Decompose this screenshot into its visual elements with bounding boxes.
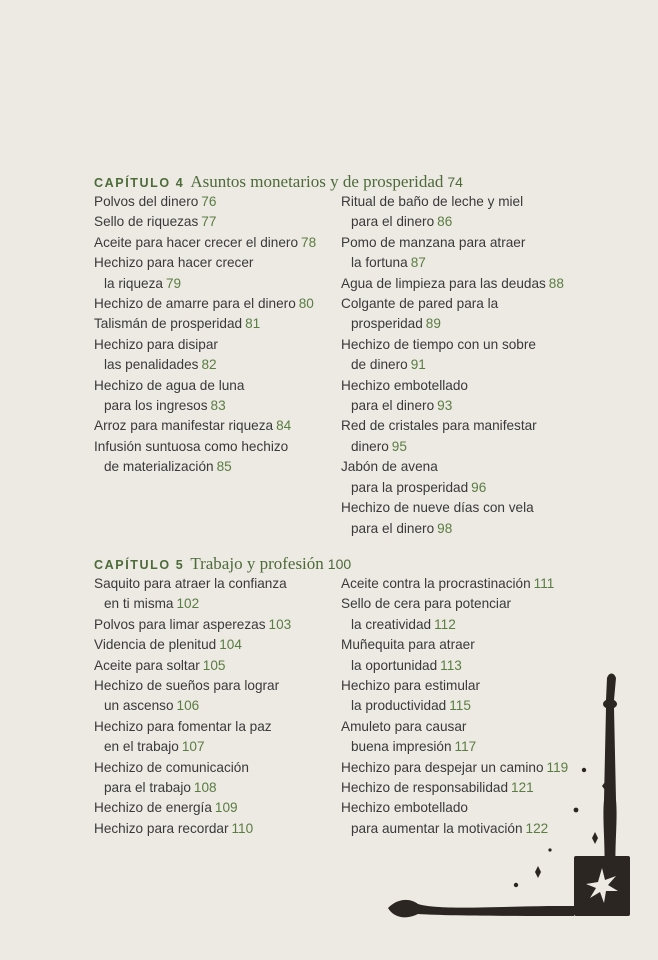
toc-entry-title: Videncia de plenitud	[94, 637, 217, 653]
toc-entry-line	[341, 615, 591, 635]
toc-entry-line	[94, 192, 344, 212]
toc-entry-line	[94, 376, 344, 396]
toc-entry-title: Hechizo para disipar	[94, 336, 218, 352]
toc-page-number: 85	[216, 459, 232, 475]
toc-entry-title: para el dinero	[351, 520, 435, 536]
toc-page-number: 105	[202, 657, 226, 673]
ornament-base	[388, 900, 574, 917]
toc-page-number: 103	[268, 616, 292, 632]
toc-page-number: 87	[410, 255, 426, 271]
chapter-label: CAPÍTULO 5	[94, 558, 185, 572]
toc-entry	[94, 192, 344, 212]
toc-entry-title: Muñequita para atraer	[341, 637, 475, 653]
toc-entry-title: Hechizo de energía	[94, 800, 212, 816]
toc-entry-line	[341, 253, 591, 273]
toc-page-number: 78	[301, 234, 317, 250]
toc-entry-line	[94, 416, 344, 436]
toc-entry-line	[94, 314, 344, 334]
toc-entry-line	[341, 396, 591, 416]
toc-entry-line	[94, 294, 344, 314]
toc-entry-line	[94, 758, 344, 778]
sparkle-icon	[592, 832, 598, 844]
toc-entry-line	[341, 519, 591, 539]
toc-entry-line	[341, 635, 591, 655]
toc-entry-line	[341, 274, 591, 294]
toc-page-number: 115	[449, 698, 471, 714]
toc-entry-title: Hechizo de amarre para el dinero	[94, 296, 296, 312]
chapter-4-left-column	[94, 192, 344, 478]
toc-entry-title: Infusión suntuosa como hechizo	[94, 438, 289, 454]
toc-entry-title: Hechizo para despejar un camino	[341, 759, 544, 775]
toc-page-number: 82	[201, 357, 217, 373]
toc-entry-title: prosperidad	[351, 316, 423, 332]
toc-page-number: 121	[511, 780, 534, 796]
toc-page-number: 119	[546, 759, 569, 775]
toc-page-number: 95	[391, 438, 407, 454]
toc-entry	[94, 615, 344, 635]
toc-entry-title: Hechizo de sueños para lograr	[94, 678, 280, 694]
toc-entry	[341, 416, 591, 457]
toc-entry	[94, 798, 344, 818]
toc-page-number: 106	[176, 698, 200, 714]
chapter-page: 100	[327, 556, 352, 572]
toc-page-number: 81	[245, 316, 261, 332]
toc-entry	[341, 335, 591, 376]
toc-page-number: 79	[165, 275, 182, 291]
toc-entry	[94, 212, 344, 232]
toc-entry-line	[341, 294, 591, 314]
toc-entry-title: Arroz para manifestar riqueza	[94, 418, 274, 434]
toc-entry-line	[341, 594, 591, 614]
toc-entry	[341, 274, 591, 294]
toc-entry-line	[341, 376, 591, 396]
toc-entry-title: Talismán de prosperidad	[94, 316, 243, 332]
toc-page-number: 76	[201, 194, 217, 209]
toc-entry-title: Saquito para atraer la confianza	[94, 576, 287, 591]
toc-entry-title: de dinero	[351, 357, 408, 373]
toc-entry-title: Ritual de baño de leche y miel	[341, 194, 524, 209]
toc-entry-line	[341, 212, 591, 232]
toc-entry-title: para la prosperidad	[351, 479, 469, 495]
toc-entry-title: Polvos para limar asperezas	[94, 616, 266, 632]
toc-entry-line	[94, 778, 344, 798]
toc-entry-title: Hechizo para fomentar la paz	[94, 718, 272, 734]
toc-entry-title: Amuleto para causar	[341, 718, 467, 734]
toc-entry-line	[341, 335, 591, 355]
toc-entry-title: la oportunidad	[351, 657, 438, 673]
dot-icon	[574, 808, 579, 813]
toc-entry-title: Hechizo embotellado	[341, 800, 468, 816]
toc-entry	[94, 233, 344, 253]
toc-entry-title: para los ingresos	[104, 398, 208, 414]
toc-entry	[94, 717, 344, 758]
toc-entry-title: Hechizo de comunicación	[94, 759, 249, 775]
toc-page-number: 117	[454, 739, 477, 755]
toc-entry-title: Colgante de pared para la	[341, 296, 499, 312]
toc-page-number: 91	[410, 357, 426, 373]
toc-entry-line	[94, 574, 344, 594]
toc-entry	[94, 376, 344, 417]
toc-entry	[94, 314, 344, 334]
dot-icon	[514, 883, 518, 887]
toc-entry	[94, 416, 344, 436]
toc-entry-line	[94, 253, 344, 273]
toc-entry	[341, 498, 591, 539]
toc-entry-title: Hechizo de agua de luna	[94, 377, 245, 393]
toc-entry-line	[94, 717, 344, 737]
toc-entry-line	[94, 635, 344, 655]
toc-entry-title: Red de cristales para manifestar	[341, 418, 537, 434]
toc-page-number: 89	[425, 316, 441, 332]
toc-entry-title: Hechizo embotellado	[341, 377, 468, 393]
toc-entry-title: para el trabajo	[104, 780, 191, 796]
toc-entry-title: para aumentar la motivación	[351, 820, 523, 836]
toc-page-number: 104	[219, 637, 242, 653]
toc-entry-line	[341, 355, 591, 375]
toc-entry-title: Aceite para hacer crecer el dinero	[94, 234, 299, 250]
toc-entry	[341, 294, 591, 335]
toc-entry-title: Hechizo de responsabilidad	[341, 780, 509, 796]
toc-entry-title: en el trabajo	[104, 739, 179, 755]
toc-entry-line	[341, 478, 591, 498]
toc-page-number: 93	[437, 398, 453, 414]
toc-entry	[94, 656, 344, 676]
dot-icon	[582, 768, 586, 772]
toc-entry-line	[94, 396, 344, 416]
toc-entry	[94, 819, 344, 839]
toc-entry-line	[341, 233, 591, 253]
toc-entry-line	[341, 314, 591, 334]
toc-page-number: 109	[214, 800, 238, 816]
toc-page-number: 77	[201, 214, 217, 230]
toc-entry-line	[341, 498, 591, 518]
toc-entry	[94, 635, 344, 655]
sparkle-icon	[535, 866, 541, 878]
toc-entry-title: para el dinero	[351, 214, 435, 230]
chapter-page: 74	[447, 174, 463, 190]
toc-entry-line	[341, 457, 591, 477]
chapter-title: Trabajo y profesión	[190, 554, 324, 573]
toc-entry-title: de materialización	[104, 459, 214, 475]
toc-page-number: 111	[533, 576, 555, 591]
toc-entry	[94, 253, 344, 294]
toc-page-number: 83	[210, 398, 226, 414]
toc-entry-title: Pomo de manzana para atraer	[341, 234, 526, 250]
toc-entry-line	[341, 416, 591, 436]
toc-page-number: 110	[231, 820, 254, 836]
toc-entry-line	[94, 437, 344, 457]
toc-entry	[341, 192, 591, 233]
toc-entry-title: Jabón de avena	[341, 459, 438, 475]
toc-entry	[341, 574, 591, 594]
toc-entry-title: Hechizo para estimular	[341, 678, 481, 694]
toc-entry	[94, 335, 344, 376]
toc-entry-title: Polvos del dinero	[94, 194, 199, 209]
dot-icon	[548, 848, 551, 851]
toc-entry-title: la productividad	[351, 698, 447, 714]
toc-page-number: 86	[437, 214, 453, 230]
toc-entry-line	[94, 594, 344, 614]
toc-entry-line	[94, 696, 344, 716]
toc-page-number: 113	[440, 657, 462, 673]
toc-entry-line	[94, 233, 344, 253]
toc-entry-line	[94, 274, 344, 294]
toc-entry-line	[94, 819, 344, 839]
toc-entry-title: buena impresión	[351, 739, 452, 755]
toc-entry-line	[94, 656, 344, 676]
toc-page-number: 84	[276, 418, 292, 434]
toc-page-number: 102	[176, 596, 200, 612]
corner-ornament	[378, 657, 658, 960]
chapter-5-heading	[94, 554, 351, 575]
toc-page-number: 107	[181, 739, 205, 755]
toc-entry	[341, 376, 591, 417]
toc-page-number: 108	[193, 780, 217, 796]
toc-page-number: 122	[525, 820, 549, 836]
toc-entry-line	[94, 798, 344, 818]
toc-entry	[341, 233, 591, 274]
toc-entry-line	[94, 355, 344, 375]
chapter-4-right-column	[341, 192, 591, 539]
toc-page-number: 88	[548, 275, 564, 291]
toc-entry-title: dinero	[351, 438, 389, 454]
toc-entry	[94, 758, 344, 799]
toc-entry-title: la creatividad	[351, 616, 432, 632]
toc-entry-line	[94, 676, 344, 696]
toc-entry	[341, 457, 591, 498]
toc-entry-title: Sello de cera para potenciar	[341, 596, 512, 612]
toc-page-number: 80	[298, 296, 314, 312]
toc-entry-line	[94, 212, 344, 232]
toc-entry	[94, 437, 344, 478]
toc-page-number: 96	[471, 479, 487, 495]
toc-entry-title: Sello de riquezas	[94, 214, 199, 230]
toc-entry-title: un ascenso	[104, 698, 174, 714]
ornament-post	[603, 674, 617, 876]
toc-entry-line	[341, 437, 591, 457]
toc-entry-title: Hechizo para recordar	[94, 820, 229, 836]
toc-entry-title: Agua de limpieza para las deudas	[341, 275, 546, 291]
toc-entry-title: Hechizo de tiempo con un sobre	[341, 336, 536, 352]
chapter-4-heading	[94, 172, 463, 193]
toc-entry-title: Aceite para soltar	[94, 657, 200, 673]
toc-entry-line	[94, 615, 344, 635]
chapter-title: Asuntos monetarios y de prosperidad	[190, 172, 444, 191]
toc-entry	[94, 574, 344, 615]
toc-entry	[341, 594, 591, 635]
toc-page-number: 112	[434, 616, 456, 632]
toc-entry-title: las penalidades	[104, 357, 199, 373]
toc-entry-title: Aceite contra la procrastinación	[341, 576, 531, 591]
toc-entry-line	[94, 335, 344, 355]
toc-entry-title: en ti misma	[104, 596, 174, 612]
toc-entry-title: Hechizo para hacer crecer	[94, 255, 254, 271]
toc-entry-line	[94, 737, 344, 757]
toc-entry-line	[94, 457, 344, 477]
toc-entry-title: Hechizo de nueve días con vela	[341, 500, 534, 516]
toc-entry-title: la fortuna	[351, 255, 408, 271]
toc-entry	[94, 676, 344, 717]
toc-entry-line	[341, 192, 591, 212]
toc-entry	[94, 294, 344, 314]
chapter-5-left-column	[94, 574, 344, 839]
toc-entry-line	[341, 574, 591, 594]
chapter-label: CAPÍTULO 4	[94, 176, 185, 190]
toc-page-number: 98	[437, 520, 453, 536]
toc-entry-title: la riqueza	[104, 275, 163, 291]
toc-entry-title: para el dinero	[351, 398, 435, 414]
